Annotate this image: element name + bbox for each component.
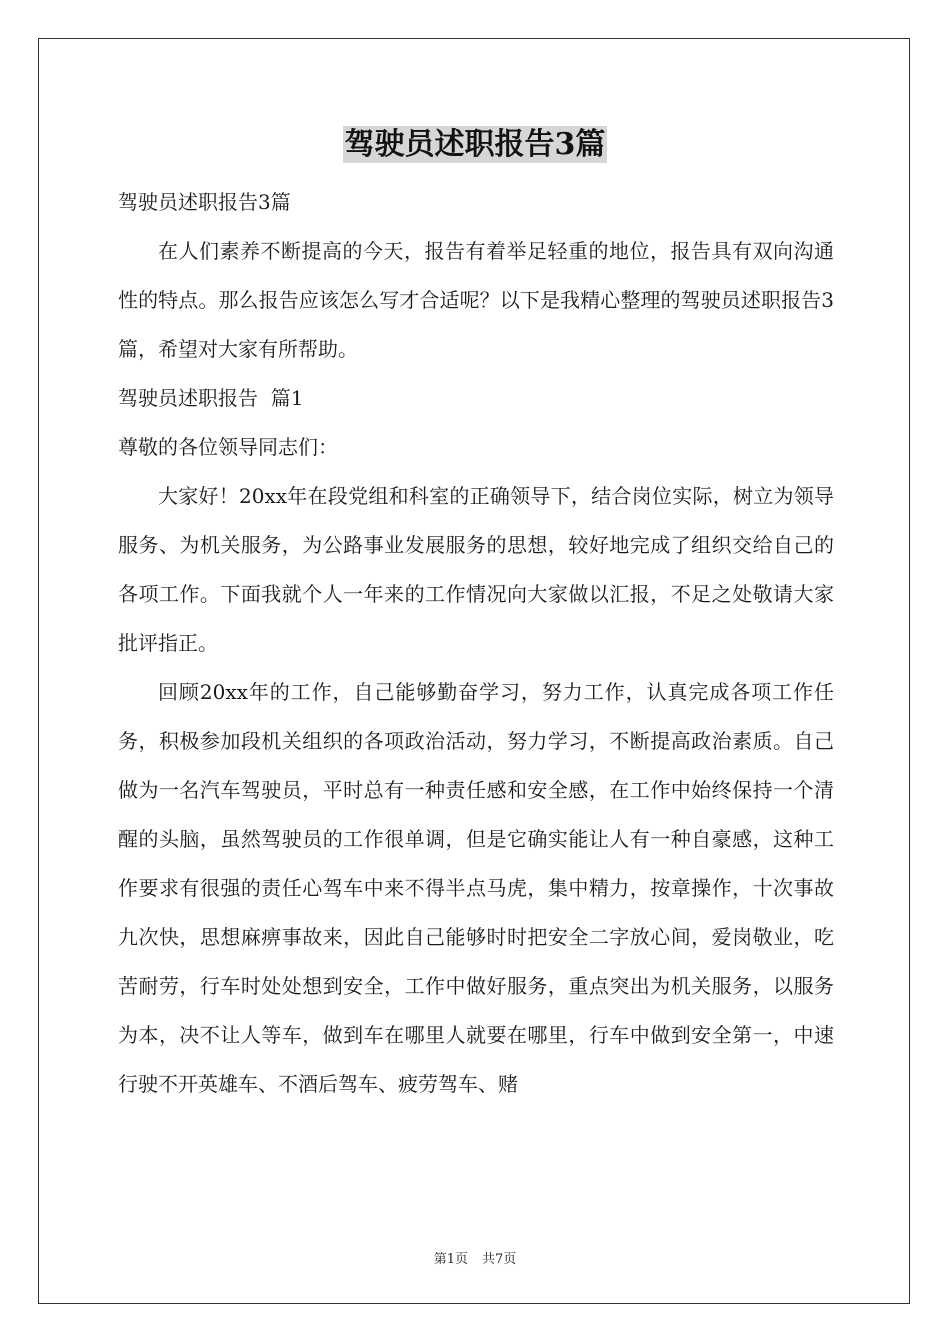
section-heading: 驾驶员述职报告 篇1 bbox=[118, 386, 304, 410]
page-number-total: 共7页 bbox=[482, 1252, 517, 1267]
intro-paragraph: 在人们素养不断提高的今天，报告有着举足轻重的地位，报告具有双向沟通性的特点。那么报告应该怎么写才合适呢？以下是我精心整理的驾驶员述职报告3篇，希望对大家有所帮助。 bbox=[118, 239, 834, 361]
document-title-text: 驾驶员述职报告3篇 bbox=[344, 127, 606, 162]
subtitle-line: 驾驶员述职报告3篇 bbox=[118, 190, 291, 214]
body-paragraph-2: 回顾20xx年的工作，自己能够勤奋学习，努力工作，认真完成各项工作任务，积极参加段机关组织的各项政治活动，努力学习，不断提高政治素质。自己做为一名汽车驾驶员，平时总有一种责任感和安全感，在工作中始终保持一个清醒的头脑，虽然驾驶员的工作很单调，但是它确实能让人有一种自豪感，这种工作要求有很强的责任心驾车中来不得半点马虎，集中精力，按章操作，十次事故九次快，思想麻痹事故来，因此自己能够时时把安全二字放心间，爱岗敬业，吃苦耐劳，行车时处处想到安全，工作中做好服务，重点突出为机关服务，以服务为本，决不让人等车，做到车在哪里人就要在哪里，行车中做到安全第一，中速行驶不开英雄车、不酒后驾车、疲劳驾车、赌 bbox=[118, 680, 834, 1096]
page-number-current: 第1页 bbox=[433, 1252, 468, 1267]
document-title bbox=[0, 126, 950, 163]
salutation: 尊敬的各位领导同志们： bbox=[118, 435, 338, 459]
document-body bbox=[118, 178, 834, 1109]
page-footer bbox=[0, 1248, 950, 1267]
body-paragraph-1: 大家好！20xx年在段党组和科室的正确领导下，结合岗位实际，树立为领导服务、为机关服务，为公路事业发展服务的思想，较好地完成了组织交给自己的各项工作。下面我就个人一年来的工作情况向大家做以汇报，不足之处敬请大家批评指正。 bbox=[118, 484, 834, 655]
